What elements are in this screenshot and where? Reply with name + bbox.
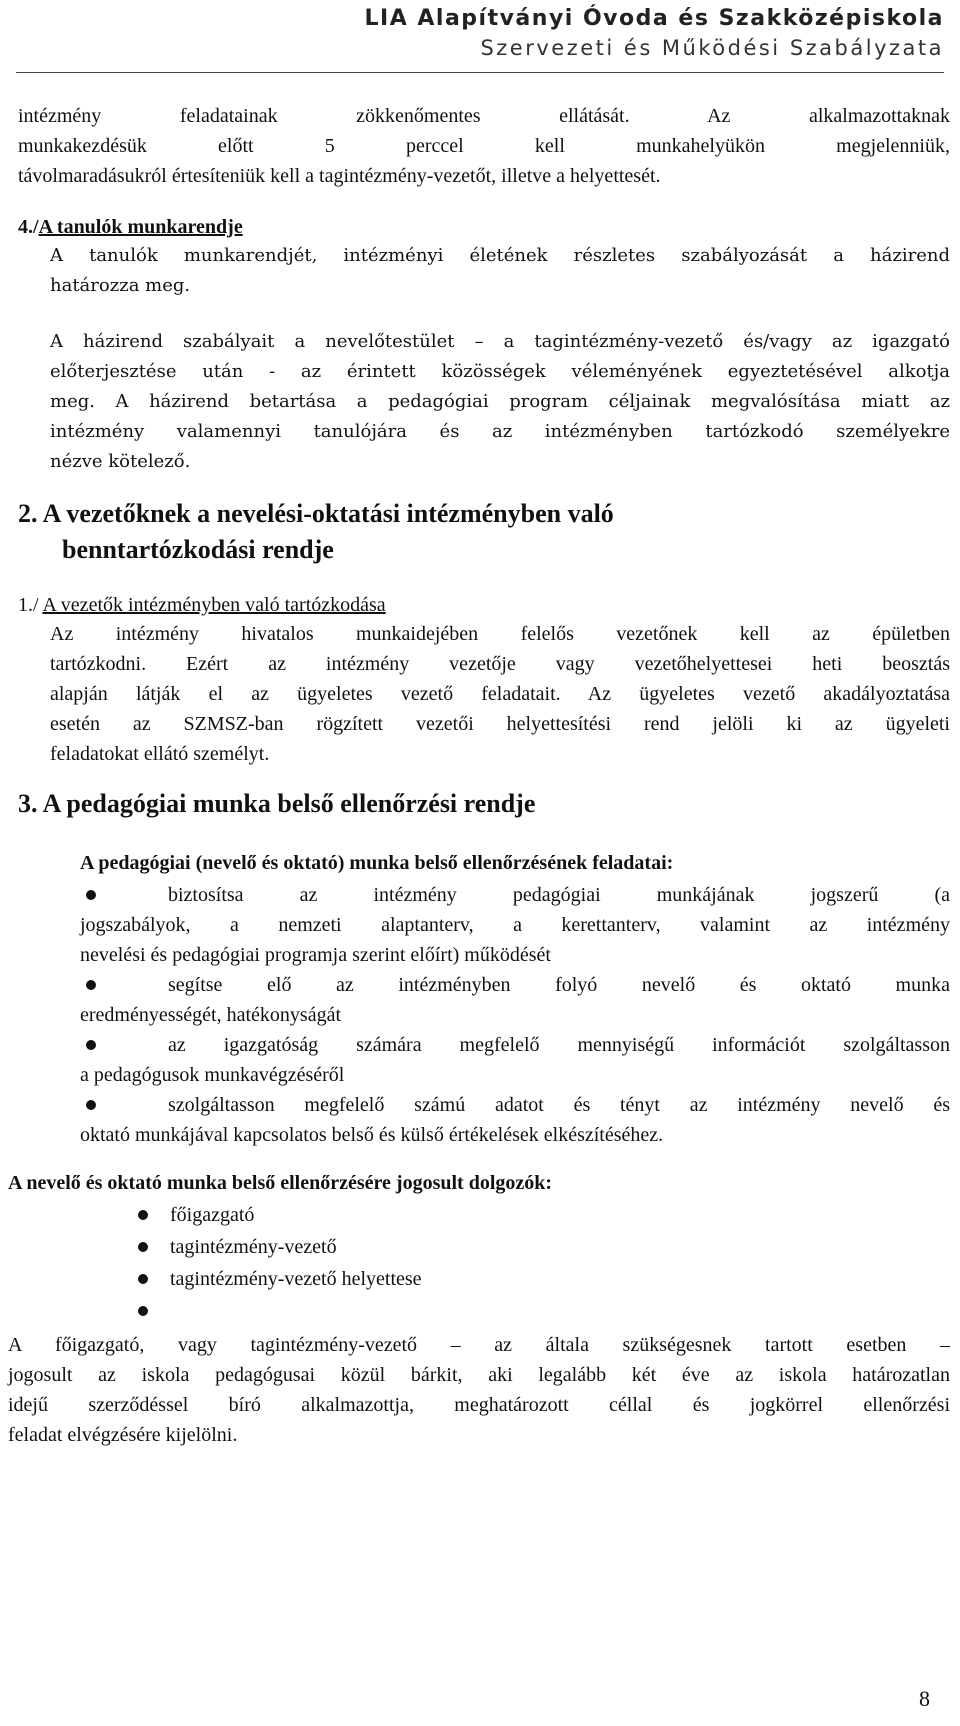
list-item-text: biztosítsa az intézmény pedagógiai munkájának jogszerű (a	[168, 884, 950, 906]
chapter-title: A pedagógiai munka belső ellenőrzési rendje	[42, 789, 536, 818]
list-item-text: nevelési és pedagógiai programja szerint előírt) működését	[80, 944, 551, 966]
paragraph-line: előterjesztése után - az érintett közösségek véleményének egyeztetésével alkotja	[50, 361, 950, 382]
list-item-text: tagintézmény-vezető	[170, 1236, 337, 1258]
bullet-icon	[86, 890, 96, 900]
chapter-2-paragraph	[50, 619, 950, 769]
header-subtitle: Szervezeti és Működési Szabályzata	[480, 36, 944, 60]
running-header	[364, 4, 944, 62]
section-heading: A tanulók munkarendje	[38, 216, 243, 238]
bullet-icon	[86, 980, 96, 990]
bullet-icon	[138, 1210, 148, 1220]
closing-paragraph	[8, 1330, 950, 1450]
tasks-list	[80, 880, 950, 1150]
list-item-text: segítse elő az intézményben folyó nevelő és oktató munka	[168, 974, 950, 996]
paragraph-line: idejű szerződéssel bíró alkalmazottja, meghatározott céllal és jogkörrel ellenőrzési	[8, 1394, 950, 1416]
authorized-heading-block	[8, 1168, 950, 1198]
tasks-heading-block	[80, 848, 950, 878]
list-item-text: szolgáltasson megfelelő számú adatot és tényt az intézmény nevelő és	[168, 1094, 950, 1116]
bullet-icon	[86, 1100, 96, 1110]
paragraph-line: feladat elvégzésére kijelölni.	[8, 1424, 238, 1446]
chapter-title-line-2: benntartózkodási rendje	[62, 535, 334, 564]
list-item	[80, 1090, 950, 1150]
page-number: 8	[919, 1686, 930, 1711]
paragraph-line: meg. A házirend betartása a pedagógiai program céljainak megvalósítása miatt az	[50, 391, 950, 412]
section-4-heading	[18, 212, 950, 242]
intro-line: távolmaradásukról értesíteniük kell a tagintézmény-vezetőt, illetve a helyettesét.	[18, 165, 661, 187]
paragraph-line: A főigazgató, vagy tagintézmény-vezető – az általa szükségesnek tartott esetben –	[8, 1334, 950, 1356]
paragraph-line: határozza meg.	[50, 275, 191, 296]
chapter-2-subsection-heading	[18, 590, 950, 620]
paragraph-line: intézmény valamennyi tanulójára és az intézményben tartózkodó személyekre	[50, 421, 950, 442]
list-item	[8, 1232, 908, 1264]
paragraph-line: A házirend szabályait a nevelőtestület – a tagintézmény-vezető és/vagy az igazgató	[50, 331, 950, 352]
paragraph-line: Az intézmény hivatalos munkaidejében felelős vezetőnek kell az épületben	[50, 623, 950, 645]
chapter-3-title	[18, 786, 535, 822]
paragraph-line: nézve kötelező.	[50, 451, 191, 472]
paragraph-line: feladatokat ellátó személyt.	[50, 743, 270, 765]
list-item	[8, 1264, 908, 1296]
bullet-icon	[138, 1306, 148, 1316]
header-title: LIA Alapítványi Óvoda és Szakközépiskola	[364, 6, 944, 31]
authorized-list	[8, 1200, 908, 1328]
list-item-text: tagintézmény-vezető helyettese	[170, 1268, 422, 1290]
section-number: 4./	[18, 216, 39, 238]
list-item-text: eredményességét, hatékonyságát	[80, 1004, 342, 1026]
list-item-text: a pedagógusok munkavégzéséről	[80, 1064, 345, 1086]
chapter-title-line-1: A vezetőknek a nevelési-oktatási intézményben való	[42, 499, 614, 528]
list-item	[8, 1296, 908, 1328]
list-item-text: főigazgató	[170, 1204, 255, 1226]
chapter-number: 3.	[18, 789, 38, 818]
intro-line: munkakezdésük előtt 5 perccel kell munkahelyükön megjelenniük,	[18, 135, 950, 157]
paragraph-line: jogosult az iskola pedagógusai közül bárkit, aki legalább két éve az iskola határozatlan	[8, 1364, 950, 1386]
list-item-text: oktató munkájával kapcsolatos belső és külső értékelések elkészítéséhez.	[80, 1124, 664, 1146]
header-rule	[16, 72, 944, 73]
paragraph-line: A tanulók munkarendjét, intézményi életének részletes szabályozását a házirend	[50, 245, 950, 266]
chapter-number: 2.	[18, 499, 38, 528]
bullet-icon	[138, 1242, 148, 1252]
list-item	[8, 1200, 908, 1232]
section-4-para-1	[50, 241, 950, 301]
list-item-text: jogszabályok, a nemzeti alaptanterv, a kerettanterv, valamint az intézmény	[80, 914, 950, 936]
bullet-icon	[138, 1274, 148, 1284]
intro-line: intézmény feladatainak zökkenőmentes ellátását. Az alkalmazottaknak	[18, 105, 950, 127]
authorized-heading: A nevelő és oktató munka belső ellenőrzésére jogosult dolgozók:	[8, 1172, 553, 1194]
paragraph-line: alapján látják el az ügyeletes vezető feladatait. Az ügyeletes vezető akadályoztatása	[50, 683, 950, 705]
section-4-para-2	[50, 327, 950, 477]
tasks-heading: A pedagógiai (nevelő és oktató) munka belső ellenőrzésének feladatai:	[80, 852, 674, 874]
intro-paragraph	[18, 101, 950, 191]
subsection-heading: A vezetők intézményben való tartózkodása	[42, 594, 386, 616]
chapter-2-title	[18, 496, 614, 568]
bullet-icon	[86, 1040, 96, 1050]
subsection-number: 1./	[18, 594, 39, 616]
paragraph-line: esetén az SZMSZ-ban rögzített vezetői helyettesítési rend jelöli ki az ügyeleti	[50, 713, 950, 735]
paragraph-line: tartózkodni. Ezért az intézmény vezetője vagy vezetőhelyettesei heti beosztás	[50, 653, 950, 675]
list-item	[80, 1030, 950, 1090]
list-item-text: az igazgatóság számára megfelelő mennyiségű információt szolgáltasson	[168, 1034, 950, 1056]
list-item	[80, 880, 950, 970]
list-item	[80, 970, 950, 1030]
